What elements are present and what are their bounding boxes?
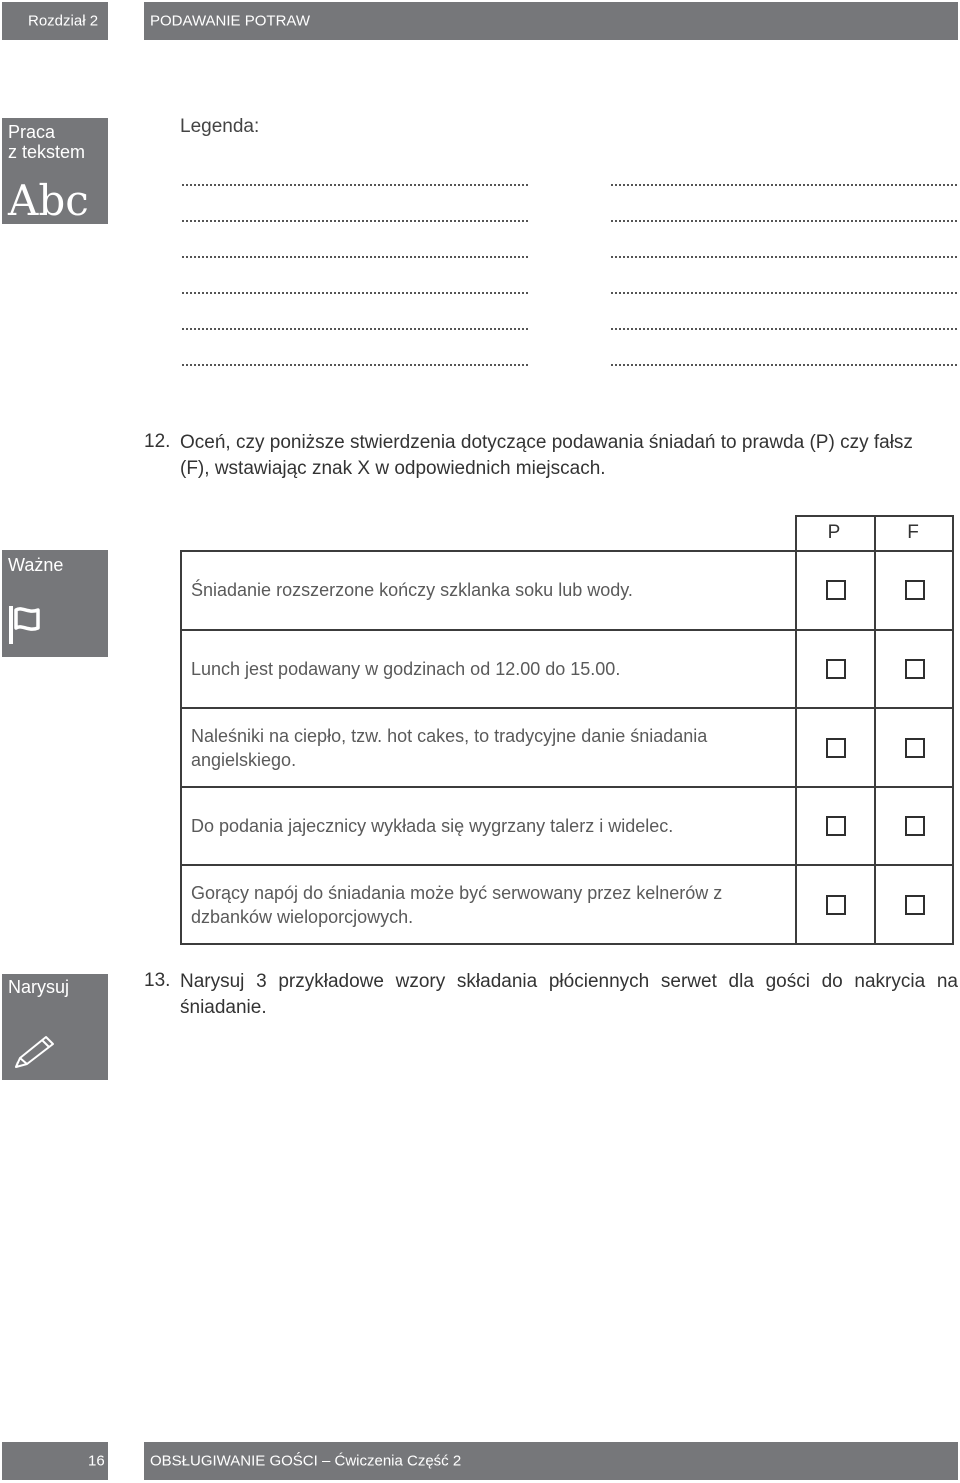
legend-title: Legenda: xyxy=(180,116,260,137)
section-header xyxy=(144,2,958,40)
question-12-text: Oceń, czy poniższe stwierdzenia dotyczące podawania śniadań to prawda (P) czy fałsz (F), wstawiając znak X w odpowiednich miejscach. xyxy=(180,432,913,479)
flag-icon xyxy=(8,604,44,646)
statement-text: Do podania jajecznicy wykłada się wygrzany talerz i widelec. xyxy=(191,816,674,836)
chapter-label: Rozdział 2 xyxy=(28,12,99,30)
checkbox-p[interactable] xyxy=(826,659,846,679)
answer-line[interactable] xyxy=(611,184,957,186)
abc-icon: Abc xyxy=(8,176,89,225)
column-header-f: F xyxy=(907,522,919,543)
checkbox-p[interactable] xyxy=(826,738,846,758)
column-f-border xyxy=(874,515,876,945)
statement-text: Lunch jest podawany w godzinach od 12.00 do 15.00. xyxy=(191,659,621,679)
row-border xyxy=(180,629,954,631)
row-border xyxy=(180,943,954,945)
footer-title-box xyxy=(144,1442,958,1480)
footer-title: OBSŁUGIWANIE GOŚCI – Ćwiczenia Część 2 xyxy=(150,1452,462,1470)
answer-line[interactable] xyxy=(611,256,957,258)
true-false-table xyxy=(180,515,954,944)
checkbox-p[interactable] xyxy=(826,816,846,836)
page-number: 16 xyxy=(88,1452,105,1470)
answer-line[interactable] xyxy=(182,220,528,222)
question-13-number: 13. xyxy=(144,970,171,991)
column-header-p: P xyxy=(827,522,841,543)
row-border xyxy=(180,786,954,788)
question-13-text: Narysuj 3 przykładowe wzory składania płóciennych serwet dla gości do nakrycia na śniadanie. xyxy=(180,971,958,1018)
checkbox-p[interactable] xyxy=(826,895,846,915)
answer-line[interactable] xyxy=(611,292,957,294)
checkbox-p[interactable] xyxy=(826,580,846,600)
statement-text: Naleśniki na ciepło, tzw. hot cakes, to tradycyjne danie śniadania angielskiego. xyxy=(191,726,708,770)
answer-line[interactable] xyxy=(182,292,528,294)
row-border xyxy=(180,707,954,709)
side-label-wazne xyxy=(2,550,108,657)
answer-line[interactable] xyxy=(611,220,957,222)
pencil-icon xyxy=(12,1034,56,1070)
checkbox-f[interactable] xyxy=(905,738,925,758)
narysuj-label: Narysuj xyxy=(8,977,70,997)
question-12-number: 12. xyxy=(144,431,171,452)
statement-text: Gorący napój do śniadania może być serwowany przez kelnerów z dzbanków wieloporcjowych. xyxy=(191,883,723,927)
chapter-header xyxy=(2,2,108,40)
answer-line[interactable] xyxy=(182,364,528,366)
checkbox-f[interactable] xyxy=(905,816,925,836)
answer-line[interactable] xyxy=(611,364,957,366)
answer-line[interactable] xyxy=(182,328,528,330)
checkbox-f[interactable] xyxy=(905,659,925,679)
answer-line[interactable] xyxy=(182,184,528,186)
checkbox-f[interactable] xyxy=(905,895,925,915)
table-right-border xyxy=(952,515,954,945)
row-border xyxy=(180,550,954,552)
answer-line[interactable] xyxy=(611,328,957,330)
column-p-border xyxy=(795,515,797,945)
section-title: PODAWANIE POTRAW xyxy=(150,12,311,30)
row-border xyxy=(180,864,954,866)
table-left-border xyxy=(180,550,182,945)
wazne-label: Ważne xyxy=(8,555,64,575)
statement-text: Śniadanie rozszerzone kończy szklanka soku lub wody. xyxy=(191,580,633,600)
praca-label: Praca z tekstem xyxy=(8,122,86,162)
side-label-praca-z-tekstem xyxy=(2,118,108,224)
footer-page-box xyxy=(2,1442,108,1480)
answer-line[interactable] xyxy=(182,256,528,258)
checkbox-f[interactable] xyxy=(905,580,925,600)
side-label-narysuj xyxy=(2,974,108,1080)
